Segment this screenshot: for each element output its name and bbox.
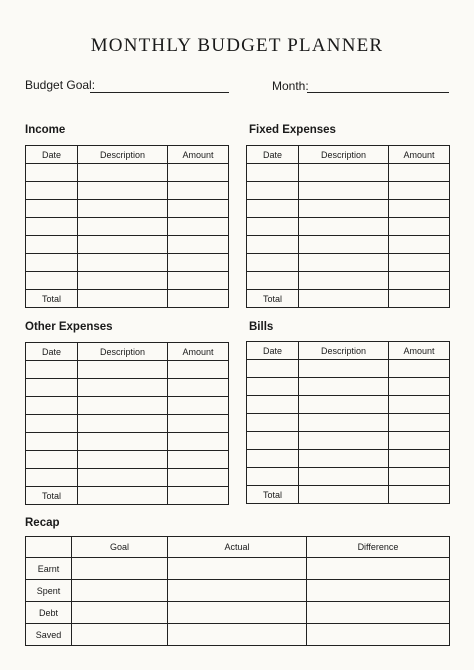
total-row <box>247 486 450 504</box>
description-cell[interactable] <box>78 451 168 469</box>
column-header-date: Date <box>247 146 299 164</box>
description-cell[interactable] <box>78 397 168 415</box>
table-row <box>247 468 450 486</box>
total-description-cell[interactable] <box>299 486 389 504</box>
amount-cell[interactable] <box>168 361 229 379</box>
bills-header-row <box>247 342 450 360</box>
date-cell[interactable] <box>247 378 299 396</box>
total-row <box>247 290 450 308</box>
recap-row-saved <box>26 624 450 646</box>
description-cell[interactable] <box>78 379 168 397</box>
column-header-difference: Difference <box>307 537 450 558</box>
column-header-description: Description <box>299 342 389 360</box>
date-cell[interactable] <box>247 396 299 414</box>
difference-cell[interactable] <box>307 580 450 602</box>
amount-cell[interactable] <box>389 414 450 432</box>
column-header-amount: Amount <box>168 146 229 164</box>
date-cell[interactable] <box>247 182 299 200</box>
date-cell[interactable] <box>26 164 78 182</box>
total-description-cell[interactable] <box>78 487 168 505</box>
table-row <box>26 379 229 397</box>
amount-cell[interactable] <box>389 396 450 414</box>
amount-cell[interactable] <box>389 182 450 200</box>
date-cell[interactable] <box>26 218 78 236</box>
description-cell[interactable] <box>299 254 389 272</box>
description-cell[interactable] <box>78 182 168 200</box>
column-header-amount: Amount <box>168 343 229 361</box>
recap-row-earnt <box>26 558 450 580</box>
column-header-amount: Amount <box>389 342 450 360</box>
fixed-expenses-header-row <box>247 146 450 164</box>
date-cell[interactable] <box>26 397 78 415</box>
month-field[interactable] <box>307 92 449 93</box>
amount-cell[interactable] <box>168 451 229 469</box>
table-row <box>26 397 229 415</box>
amount-cell[interactable] <box>389 272 450 290</box>
amount-cell[interactable] <box>168 236 229 254</box>
date-cell[interactable] <box>247 200 299 218</box>
difference-cell[interactable] <box>307 558 450 580</box>
recap-row-spent <box>26 580 450 602</box>
recap-row-label: Saved <box>26 624 72 646</box>
amount-cell[interactable] <box>168 379 229 397</box>
column-header-goal: Goal <box>72 537 168 558</box>
description-cell[interactable] <box>78 218 168 236</box>
table-row <box>26 164 229 182</box>
table-row <box>26 272 229 290</box>
description-cell[interactable] <box>299 182 389 200</box>
budget-goal-field[interactable] <box>90 92 229 93</box>
date-cell[interactable] <box>247 254 299 272</box>
income-table <box>25 145 229 308</box>
other-expenses-header-row <box>26 343 229 361</box>
bills-section-title: Bills <box>249 321 274 333</box>
table-row <box>247 236 450 254</box>
table-row <box>26 451 229 469</box>
table-row <box>26 469 229 487</box>
total-label: Total <box>247 290 299 308</box>
table-row <box>26 200 229 218</box>
date-cell[interactable] <box>26 469 78 487</box>
amount-cell[interactable] <box>389 236 450 254</box>
budget-goal-label: Budget Goal: <box>25 78 96 92</box>
table-row <box>247 450 450 468</box>
table-row <box>247 414 450 432</box>
other-expenses-section-title: Other Expenses <box>25 321 113 333</box>
table-row <box>26 415 229 433</box>
date-cell[interactable] <box>26 236 78 254</box>
description-cell[interactable] <box>299 378 389 396</box>
description-cell[interactable] <box>299 450 389 468</box>
table-row <box>26 433 229 451</box>
recap-header-row <box>26 537 450 558</box>
total-row <box>26 290 229 308</box>
table-row <box>247 218 450 236</box>
description-cell[interactable] <box>299 236 389 254</box>
description-cell[interactable] <box>299 414 389 432</box>
description-cell[interactable] <box>78 433 168 451</box>
amount-cell[interactable] <box>168 397 229 415</box>
amount-cell[interactable] <box>168 433 229 451</box>
total-description-cell[interactable] <box>299 290 389 308</box>
date-cell[interactable] <box>247 164 299 182</box>
table-row <box>26 182 229 200</box>
date-cell[interactable] <box>247 236 299 254</box>
description-cell[interactable] <box>78 272 168 290</box>
description-cell[interactable] <box>299 432 389 450</box>
amount-cell[interactable] <box>389 164 450 182</box>
description-cell[interactable] <box>299 272 389 290</box>
table-row <box>26 236 229 254</box>
recap-corner-cell <box>26 537 72 558</box>
actual-cell[interactable] <box>168 624 307 646</box>
amount-cell[interactable] <box>168 164 229 182</box>
date-cell[interactable] <box>247 414 299 432</box>
amount-cell[interactable] <box>168 415 229 433</box>
recap-table <box>25 536 450 646</box>
total-label: Total <box>26 487 78 505</box>
amount-cell[interactable] <box>389 468 450 486</box>
description-cell[interactable] <box>78 361 168 379</box>
total-row <box>26 487 229 505</box>
date-cell[interactable] <box>26 272 78 290</box>
total-amount-cell[interactable] <box>168 487 229 505</box>
description-cell[interactable] <box>78 415 168 433</box>
description-cell[interactable] <box>299 218 389 236</box>
amount-cell[interactable] <box>389 450 450 468</box>
month-label: Month: <box>272 79 309 93</box>
description-cell[interactable] <box>78 236 168 254</box>
date-cell[interactable] <box>247 272 299 290</box>
table-row <box>247 432 450 450</box>
table-row <box>247 182 450 200</box>
column-header-date: Date <box>26 146 78 164</box>
amount-cell[interactable] <box>168 272 229 290</box>
table-row <box>247 360 450 378</box>
date-cell[interactable] <box>26 182 78 200</box>
amount-cell[interactable] <box>389 254 450 272</box>
amount-cell[interactable] <box>168 469 229 487</box>
recap-row-label: Earnt <box>26 558 72 580</box>
table-row <box>247 164 450 182</box>
column-header-amount: Amount <box>389 146 450 164</box>
total-label: Total <box>247 486 299 504</box>
actual-cell[interactable] <box>168 602 307 624</box>
description-cell[interactable] <box>299 360 389 378</box>
actual-cell[interactable] <box>168 558 307 580</box>
goal-cell[interactable] <box>72 580 168 602</box>
goal-cell[interactable] <box>72 624 168 646</box>
date-cell[interactable] <box>26 451 78 469</box>
description-cell[interactable] <box>78 164 168 182</box>
fixed-expenses-section-title: Fixed Expenses <box>249 124 336 136</box>
table-row <box>26 218 229 236</box>
date-cell[interactable] <box>26 254 78 272</box>
difference-cell[interactable] <box>307 602 450 624</box>
amount-cell[interactable] <box>168 200 229 218</box>
date-cell[interactable] <box>26 415 78 433</box>
date-cell[interactable] <box>247 432 299 450</box>
total-label: Total <box>26 290 78 308</box>
recap-row-label: Spent <box>26 580 72 602</box>
date-cell[interactable] <box>247 450 299 468</box>
amount-cell[interactable] <box>389 360 450 378</box>
table-row <box>247 396 450 414</box>
recap-row-label: Debt <box>26 602 72 624</box>
amount-cell[interactable] <box>389 378 450 396</box>
column-header-description: Description <box>299 146 389 164</box>
column-header-date: Date <box>26 343 78 361</box>
total-amount-cell[interactable] <box>389 290 450 308</box>
amount-cell[interactable] <box>389 432 450 450</box>
table-row <box>247 378 450 396</box>
total-amount-cell[interactable] <box>168 290 229 308</box>
column-header-description: Description <box>78 146 168 164</box>
date-cell[interactable] <box>26 361 78 379</box>
total-amount-cell[interactable] <box>389 486 450 504</box>
amount-cell[interactable] <box>389 200 450 218</box>
table-row <box>26 254 229 272</box>
table-row <box>247 254 450 272</box>
other-expenses-table <box>25 342 229 505</box>
actual-cell[interactable] <box>168 580 307 602</box>
table-row <box>247 200 450 218</box>
description-cell[interactable] <box>299 396 389 414</box>
date-cell[interactable] <box>26 379 78 397</box>
goal-cell[interactable] <box>72 602 168 624</box>
description-cell[interactable] <box>299 200 389 218</box>
column-header-actual: Actual <box>168 537 307 558</box>
date-cell[interactable] <box>247 360 299 378</box>
date-cell[interactable] <box>26 433 78 451</box>
description-cell[interactable] <box>78 254 168 272</box>
description-cell[interactable] <box>299 164 389 182</box>
difference-cell[interactable] <box>307 624 450 646</box>
goal-cell[interactable] <box>72 558 168 580</box>
total-description-cell[interactable] <box>78 290 168 308</box>
recap-row-debt <box>26 602 450 624</box>
fixed-expenses-table <box>246 145 450 308</box>
bills-table <box>246 341 450 504</box>
amount-cell[interactable] <box>389 218 450 236</box>
date-cell[interactable] <box>247 468 299 486</box>
column-header-date: Date <box>247 342 299 360</box>
page-title: MONTHLY BUDGET PLANNER <box>90 35 384 56</box>
amount-cell[interactable] <box>168 218 229 236</box>
table-row <box>26 361 229 379</box>
column-header-description: Description <box>78 343 168 361</box>
date-cell[interactable] <box>26 200 78 218</box>
description-cell[interactable] <box>78 200 168 218</box>
amount-cell[interactable] <box>168 254 229 272</box>
recap-section-title: Recap <box>25 517 60 529</box>
table-row <box>247 272 450 290</box>
date-cell[interactable] <box>247 218 299 236</box>
income-section-title: Income <box>25 124 66 136</box>
description-cell[interactable] <box>78 469 168 487</box>
description-cell[interactable] <box>299 468 389 486</box>
amount-cell[interactable] <box>168 182 229 200</box>
income-header-row <box>26 146 229 164</box>
